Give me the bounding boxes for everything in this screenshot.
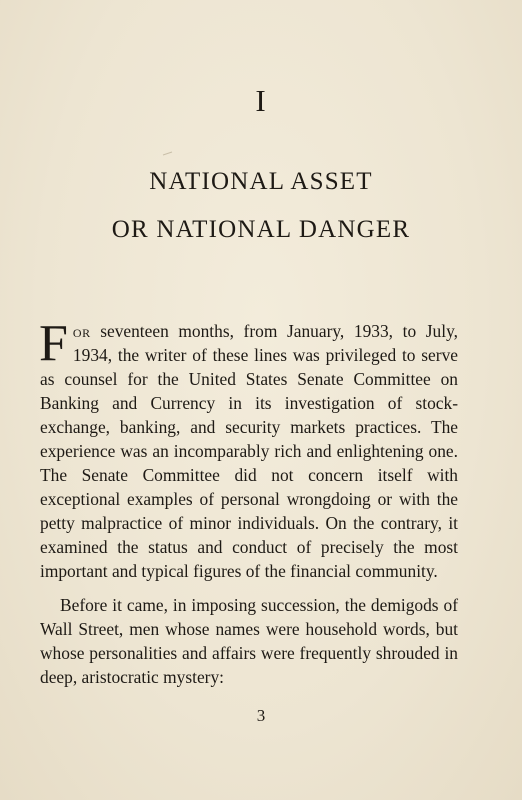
chapter-title-line-1: NATIONAL ASSET [149,168,373,195]
chapter-number: I [255,83,267,118]
paragraph-1 [39,315,458,583]
paragraph-1-text: seventeen months, from January, 1933, to July, 1934, the writer of these lines was privileged to serve as counsel for the United States Senate Committee on Banking and Currency in its investigation of stock-exchange, banking, and security markets practices. The experience was an incomparably rich and enlightening one. The Senate Committee did not concern itself with exceptional examples of personal wrongdoing or with the petty malpractice of minor individuals. On the contrary, it examined the status and conduct of precisely the most important and typical figures of the financial community. [40,321,458,581]
chapter-title-line-2: OR NATIONAL DANGER [111,216,411,243]
body-text [39,315,458,689]
paper-speck-icon [162,150,176,158]
first-word-small-caps: or [72,321,91,341]
page-number: 3 [256,706,266,725]
drop-cap: F [39,315,68,372]
paragraph-2: Before it came, in imposing succession, the demigods of Wall Street, men whose names were household words, but whose personalities and affairs were frequently shrouded in deep, aristocratic mystery: [40,595,458,687]
